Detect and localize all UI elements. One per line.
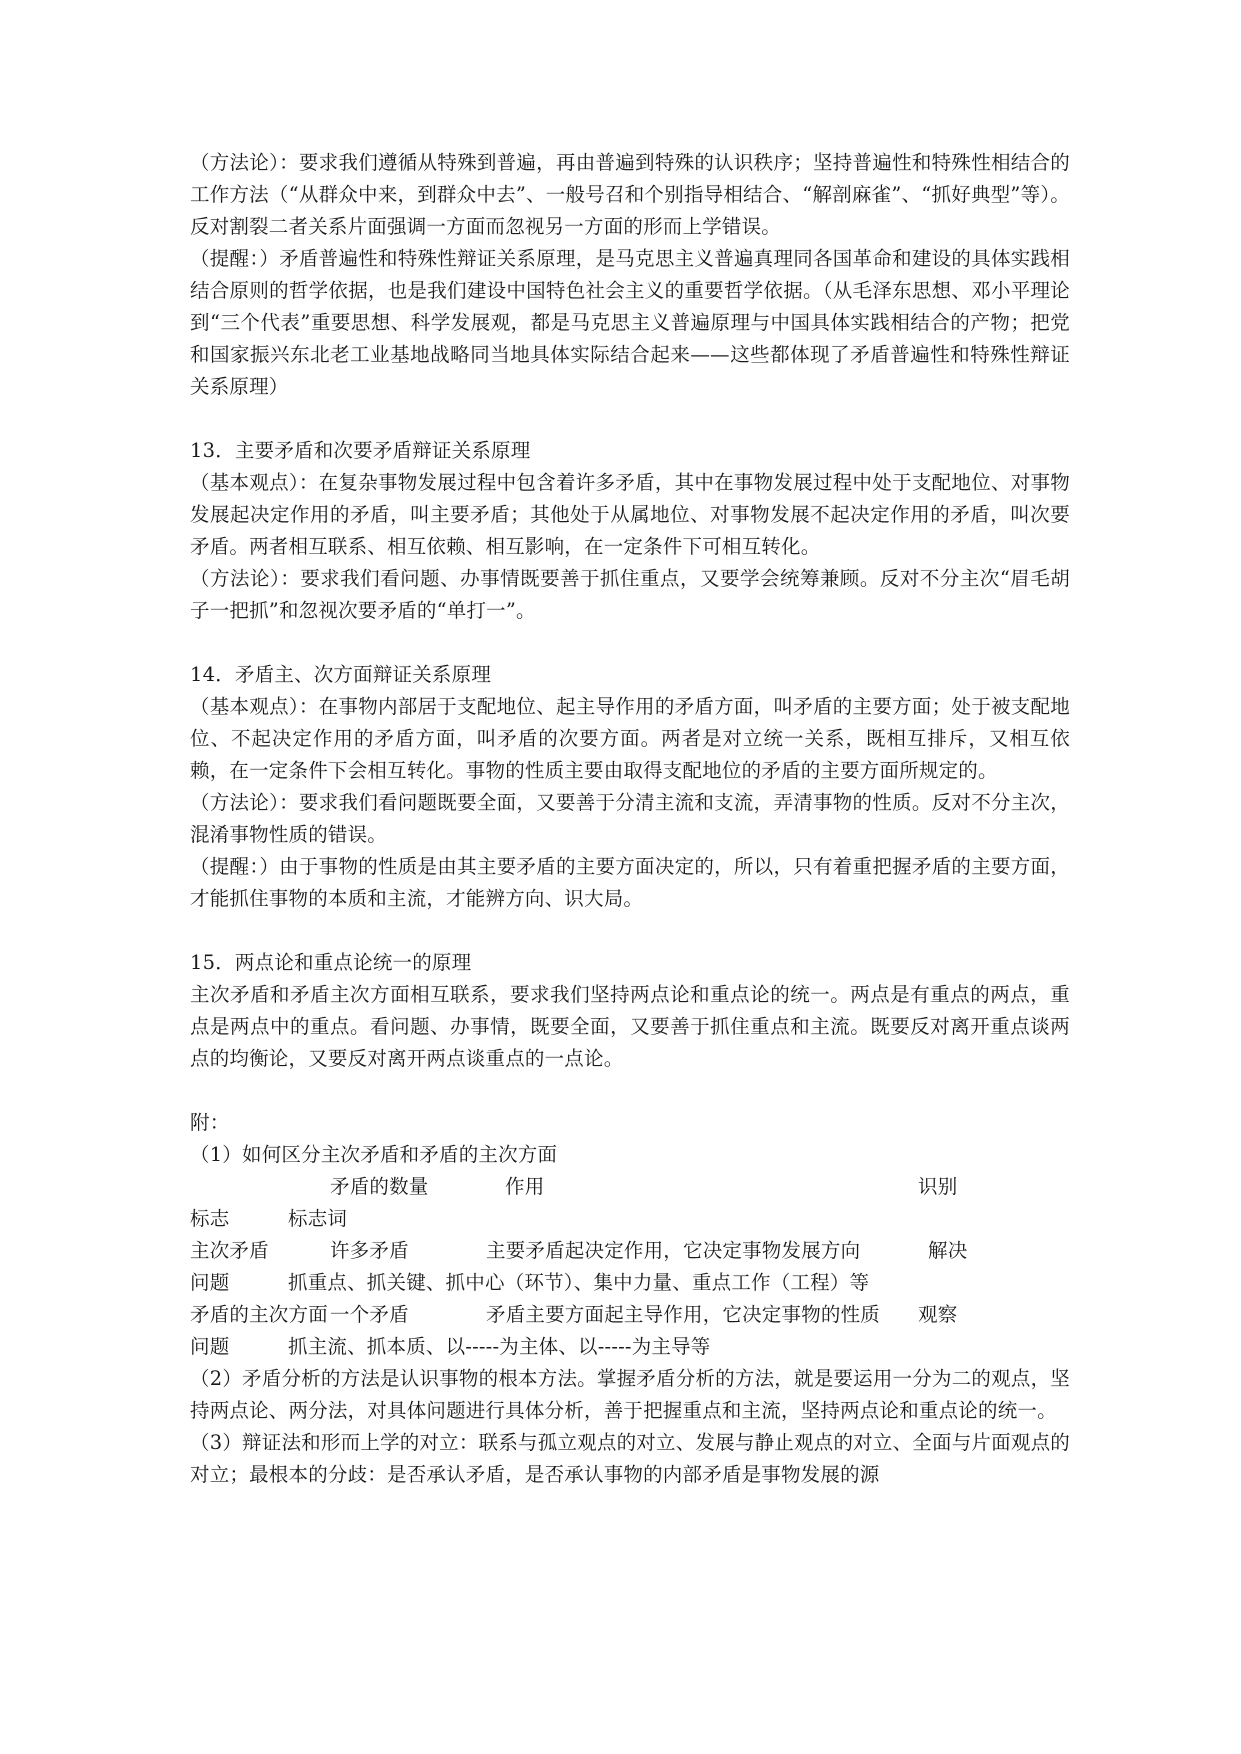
- header-count: 矛盾的数量: [330, 1175, 429, 1198]
- document-body: [190, 147, 1070, 1491]
- row-name: 矛盾的主次方面: [190, 1303, 328, 1326]
- appendix-label: 附：: [190, 1111, 230, 1134]
- section-body: 主次矛盾和矛盾主次方面相互联系，要求我们坚持两点论和重点论的统一。两点是有重点的两点，重点是两点中的重点。看问题、办事情，既要全面，又要善于抓住重点和主流。既要反对离开重点谈两点的均衡论，又要反对离开两点谈重点的一点论。: [190, 983, 1070, 1070]
- paragraph-gap: [190, 1075, 1070, 1107]
- row-identify-cont: 问题: [190, 1271, 230, 1294]
- row-identify: 观察: [918, 1303, 958, 1326]
- basic-view-paragraph: （基本观点）：在复杂事物发展过程中包含着许多矛盾，其中在事物发展过程中处于支配地位、对事物发展起决定作用的矛盾，叫主要矛盾；其他处于从属地位、对事物发展不起决定作用的矛盾，叫次要矛盾。两者相互联系、相互依赖、相互影响，在一定条件下可相互转化。: [190, 471, 1070, 558]
- table-row-cont: [190, 1331, 1070, 1363]
- row-keywords: 抓重点、抓关键、抓中心（环节）、集中力量、重点工作（工程）等: [288, 1271, 870, 1294]
- row-count: 一个矛盾: [330, 1303, 409, 1326]
- comparison-table-header-cont: [190, 1203, 1070, 1235]
- row-role: 矛盾主要方面起主导作用，它决定事物的性质: [486, 1303, 881, 1326]
- reminder-paragraph: （提醒：）由于事物的性质是由其主要矛盾的主要方面决定的，所以，只有着重把握矛盾的主要方面，才能抓住事物的本质和主流，才能辨方向、识大局。: [190, 855, 1070, 910]
- table-row: [190, 1299, 1070, 1331]
- section-heading-15: 15．两点论和重点论统一的原理: [190, 951, 472, 974]
- row-keywords: 抓主流、抓本质、以-----为主体、以-----为主导等: [288, 1335, 711, 1358]
- header-identify-cont: 标志: [190, 1207, 230, 1230]
- row-name: 主次矛盾: [190, 1239, 269, 1262]
- paragraph-gap: [190, 403, 1070, 435]
- row-count: 许多矛盾: [330, 1239, 409, 1262]
- appendix-item-1: （1）如何区分主次矛盾和矛盾的主次方面: [190, 1143, 558, 1166]
- header-identify: 识别: [918, 1175, 958, 1198]
- methodology-paragraph: （方法论）：要求我们遵循从特殊到普遍，再由普遍到特殊的认识秩序；坚持普遍性和特殊性相结合的工作方法（“从群众中来，到群众中去”、一般号召和个别指导相结合、“解剖麻雀”、“抓好典型”等）。反对割裂二者关系片面强调一方面而忽视另一方面的形而上学错误。: [190, 151, 1070, 238]
- row-identify-cont: 问题: [190, 1335, 230, 1358]
- table-row: [190, 1235, 1070, 1267]
- basic-view-paragraph: （基本观点）：在事物内部居于支配地位、起主导作用的矛盾方面，叫矛盾的主要方面；处于被支配地位、不起决定作用的矛盾方面，叫矛盾的次要方面。两者是对立统一关系，既相互排斥，又相互依赖，在一定条件下会相互转化。事物的性质主要由取得支配地位的矛盾的主要方面所规定的。: [190, 695, 1070, 782]
- reminder-paragraph: （提醒：）矛盾普遍性和特殊性辩证关系原理，是马克思主义普遍真理同各国革命和建设的具体实践相结合原则的哲学依据，也是我们建设中国特色社会主义的重要哲学依据。（从毛泽东思想、邓小平理论到“三个代表”重要思想、科学发展观，都是马克思主义普遍原理与中国具体实践相结合的产物；把党和国家振兴东北老工业基地战略同当地具体实际结合起来——这些都体现了矛盾普遍性和特殊性辩证关系原理）: [190, 247, 1070, 398]
- section-heading-13: 13．主要矛盾和次要矛盾辩证关系原理: [190, 439, 531, 462]
- methodology-paragraph: （方法论）：要求我们看问题、办事情既要善于抓住重点，又要学会统筹兼顾。反对不分主次“眉毛胡子一把抓”和忽视次要矛盾的“单打一”。: [190, 567, 1070, 622]
- table-row-cont: [190, 1267, 1070, 1299]
- paragraph-gap: [190, 915, 1070, 947]
- appendix-item-2: （2）矛盾分析的方法是认识事物的根本方法。掌握矛盾分析的方法，就是要运用一分为二的观点，坚持两点论、两分法，对具体问题进行具体分析，善于把握重点和主流，坚持两点论和重点论的统一。: [190, 1367, 1070, 1422]
- header-role: 作用: [505, 1175, 545, 1198]
- row-role: 主要矛盾起决定作用，它决定事物发展方向: [486, 1239, 861, 1262]
- comparison-table-header: [190, 1171, 1070, 1203]
- paragraph-gap: [190, 627, 1070, 659]
- header-keywords: 标志词: [288, 1207, 348, 1230]
- section-heading-14: 14．矛盾主、次方面辩证关系原理: [190, 663, 492, 686]
- methodology-paragraph: （方法论）：要求我们看问题既要全面，又要善于分清主流和支流，弄清事物的性质。反对不分主次，混淆事物性质的错误。: [190, 791, 1070, 846]
- row-identify: 解决: [928, 1239, 968, 1262]
- appendix-item-3: （3）辩证法和形而上学的对立：联系与孤立观点的对立、发展与静止观点的对立、全面与片面观点的对立；最根本的分歧：是否承认矛盾，是否承认事物的内部矛盾是事物发展的源: [190, 1431, 1070, 1486]
